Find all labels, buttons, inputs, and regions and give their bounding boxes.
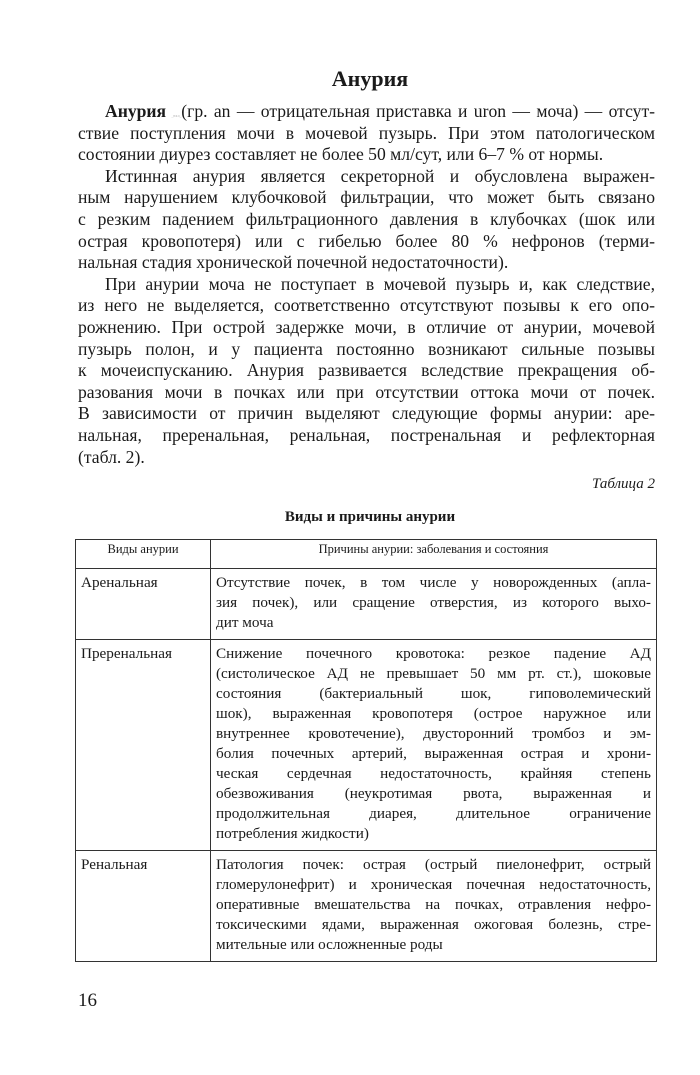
text-line (78, 101, 655, 123)
column-header: Виды анурии (76, 540, 211, 569)
table-row (76, 640, 657, 851)
text-line-rest: __BOLD__(гр. an — отрицательная приставка и uron — моча) — отсут- (171, 101, 655, 121)
cause-line: продолжительная диарея, длительное ограничение (216, 805, 651, 822)
text-line: к мочеиспусканию. Анурия развивается вследствие прекращения об- (78, 360, 655, 381)
anuria-causes (211, 851, 657, 962)
text-line: острая кровопотеря) или с гибелью более 80 % нефронов (терми- (78, 230, 655, 251)
anuria-table (75, 539, 657, 962)
text-line: разования мочи в почках или при отсутствии оттока мочи от почек. (78, 381, 655, 402)
cause-line: внутреннее кровотечение), двусторонний тромбоз и эм- (216, 725, 651, 742)
cause-line: шок), выраженная кровопотеря (острое наружное или (216, 705, 651, 722)
anuria-causes (211, 640, 657, 851)
anuria-type: Ренальная (76, 851, 211, 962)
text-line: ствие поступления мочи в мочевой пузырь. При этом патологическом (78, 122, 655, 143)
text-line: (табл. 2). (78, 446, 145, 467)
page-title: Анурия (331, 66, 409, 91)
text-line: с резким падением фильтрационного давления в клубочках (шок или (78, 208, 655, 229)
table-row (76, 569, 657, 640)
cause-line: зия почек), или сращение отверстия, из которого выхо- (216, 594, 651, 611)
cause-line: Снижение почечного кровотока: резкое падение АД (216, 645, 651, 662)
table-title: Виды и причины анурии (284, 509, 456, 525)
cause-line: Отсутствие почек, в том числе у новорожденных (апла- (216, 574, 651, 591)
text-line: из него не выделяется, соответственно отсутствуют позывы к его опо- (78, 295, 655, 316)
cause-line: гломерулонефрит) и хроническая почечная недостаточность, (216, 876, 651, 893)
text-line: ным нарушением клубочковой фильтрации, что может быть связано (78, 187, 655, 208)
column-header: Причины анурии: заболевания и состояния (211, 540, 657, 569)
cause-line: Патология почек: острая (острый пиелонефрит, острый (216, 856, 651, 873)
cause-line: токсическими ядами, выраженная ожоговая болезнь, стре- (216, 916, 651, 933)
cause-line: состояния (бактериальный шок, гиповолемический (216, 685, 651, 702)
text-line: нальная стадия хронической почечной недостаточности). (78, 252, 509, 273)
text-line: состоянии диурез составляет не более 50 мл/сут, или 6–7 % от нормы. (78, 144, 604, 165)
table-row (76, 851, 657, 962)
bold-term: Анурия (105, 101, 167, 121)
anuria-type: Преренальная (76, 640, 211, 851)
cause-line: потребления жидкости) (216, 825, 369, 842)
cause-line: (систолическое АД не превышает 50 мм рт. ст.), шоковые (216, 665, 651, 682)
body-text (78, 101, 655, 468)
cause-line: дит моча (216, 614, 274, 631)
text-line: нальная, преренальная, ренальная, постренальная и рефлекторная (78, 424, 655, 445)
cause-line: ческая сердечная недостаточность, крайняя степень (216, 765, 651, 782)
page-number: 16 (78, 990, 97, 1011)
paragraph-3 (78, 274, 655, 468)
table-header-row (76, 540, 657, 569)
paragraph-2 (78, 166, 655, 274)
anuria-type: Аренальная (76, 569, 211, 640)
bold-marker: __BOLD__ (171, 114, 182, 118)
text-line: Истинная анурия является секреторной и обусловлена выражен- (105, 165, 655, 186)
cause-line: мительные или осложненные роды (216, 936, 443, 953)
cause-line: обезвоживания (неукротимая рвота, выраженная и (216, 785, 651, 802)
anuria-causes (211, 569, 657, 640)
table-caption: Таблица 2 (592, 476, 655, 492)
text-line: пузырь полон, и у пациента постоянно возникают сильные позывы (78, 338, 655, 359)
cause-line: болия почечных артерий, выраженная острая и хрони- (216, 745, 651, 762)
text-line: При анурии моча не поступает в мочевой пузырь и, как следствие, (105, 273, 655, 294)
paragraph-1 (78, 101, 655, 166)
text-line: В зависимости от причин выделяют следующие формы анурии: аре- (78, 403, 655, 424)
cause-line: оперативные вмешательства на почках, отравления нефро- (216, 896, 651, 913)
text-line: рожнению. При острой задержке мочи, в отличие от анурии, мочевой (78, 316, 655, 337)
